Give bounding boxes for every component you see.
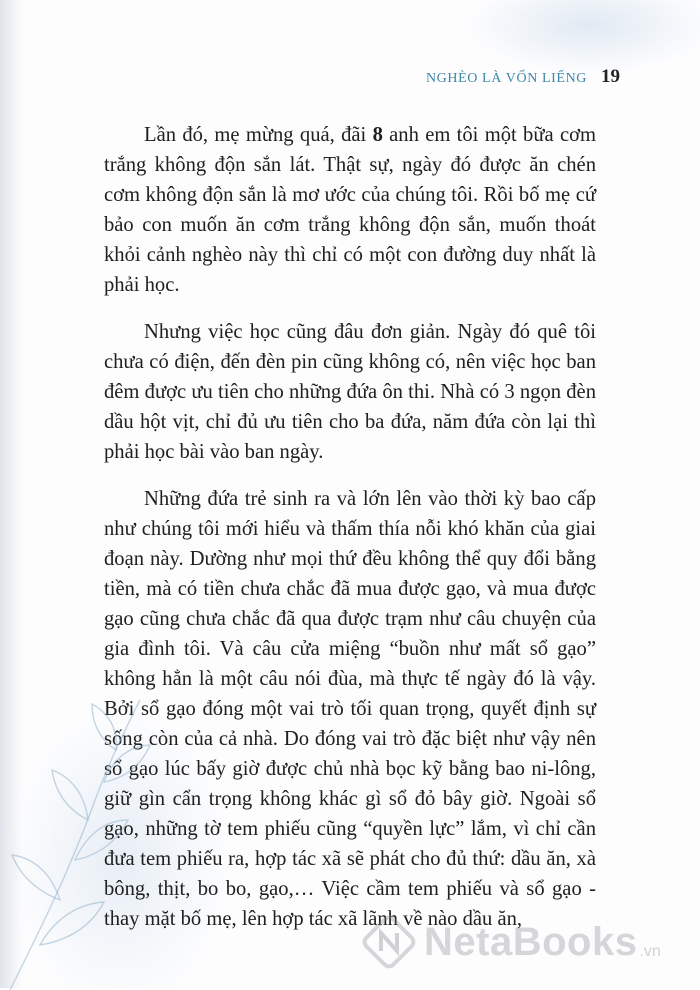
paragraph-1-bold-number: 8	[372, 124, 383, 146]
running-header	[426, 66, 620, 88]
chapter-title: NGHÈO LÀ VỐN LIẾNG	[425, 71, 587, 86]
paragraph-3: Những đứa trẻ sinh ra và lớn lên vào thời kỳ bao cấp như chúng tôi mới hiểu và thấm thía nỗi khó khăn của giai đoạn này. Dường như mọi thứ đều không thể quy đổi bằng tiền, mà có tiền chưa chắc đã mua được gạo, và mua được gạo cũng chưa chắc đã qua được trạm như câu chuyện của gia đình tôi. Và câu cửa miệng “buồn như mất sổ gạo” không hẳn là một câu nói đùa, mà thực tế ngày đó là vậy. Bởi sổ gạo đóng một vai trò tối quan trọng, quyết định sự sống còn của cả nhà. Do đóng vai trò đặc biệt như vậy nên sổ gạo lúc bấy giờ được chủ nhà bọc kỹ bằng bao ni-lông, giữ gìn cẩn trọng không khác gì sổ đỏ bây giờ. Ngoài sổ gạo, những tờ tem phiếu cũng “quyền lực” lắm, vì chỉ cần đưa tem phiếu ra, hợp tác xã sẽ phát cho đủ thứ: dầu ăn, xà bông, thịt, bo bo, gạo,… Việc cầm tem phiếu và sổ gạo - thay mặt bố mẹ, lên hợp tác xã lãnh về nào dầu ăn,	[104, 488, 596, 930]
n-logo-icon	[362, 915, 416, 969]
paragraph-1	[104, 120, 596, 300]
paragraph-1-start: Lần đó, mẹ mừng quá, đãi	[144, 124, 373, 146]
paragraph-2: Nhưng việc học cũng đâu đơn giản. Ngày đó quê tôi chưa có điện, đến đèn pin cũng không có, nên việc học ban đêm được ưu tiên cho những đứa ôn thi. Nhà có 3 ngọn đèn dầu hột vịt, chỉ đủ ưu tiên cho ba đứa, năm đứa còn lại thì phải học bài vào ban ngày.	[104, 321, 596, 463]
watermark	[362, 915, 661, 969]
watermark-brand: NetaBooks	[424, 919, 638, 964]
watermark-suffix: .vn	[639, 943, 661, 960]
page-number: 19	[601, 66, 620, 87]
paragraph-1-rest: anh em tôi một bữa cơm trắng không độn sắn lát. Thật sự, ngày đó được ăn chén cơm không độn sắn là mơ ước của chúng tôi. Rồi bố mẹ cứ bảo con muốn ăn cơm trắng không độn sắn, muốn thoát khỏi cảnh nghèo này thì chỉ có một con đường duy nhất là phải học.	[104, 124, 596, 296]
leaf-branch-icon	[0, 690, 210, 990]
